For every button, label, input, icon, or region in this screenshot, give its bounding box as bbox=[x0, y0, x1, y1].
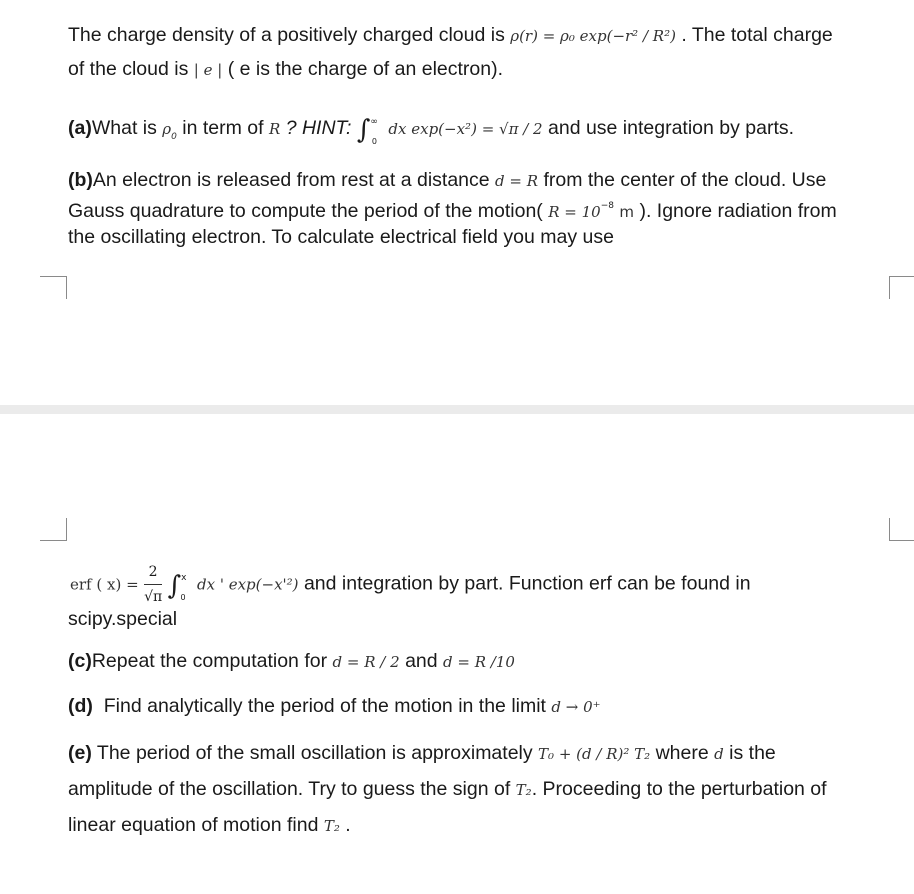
part-b-label: (b) bbox=[68, 169, 93, 191]
part-e-line1-text: The period of the small oscillation is approximately bbox=[96, 742, 533, 764]
erf-fraction bbox=[144, 560, 162, 609]
part-c-formula2: d = R /10 bbox=[443, 653, 515, 671]
part-e-line2-text: amplitude of the oscillation. Try to guess the sign of bbox=[68, 778, 511, 800]
part-e-line2-tail: . Proceeding to the perturbation of bbox=[531, 778, 827, 800]
part-e-line1-end: is the bbox=[729, 742, 776, 764]
part-a-hint: ? HINT: bbox=[285, 117, 352, 139]
part-b-line1: An electron is released from rest at a distance bbox=[92, 169, 490, 191]
page-corner-mark bbox=[889, 518, 914, 541]
part-e-where: where bbox=[655, 742, 709, 764]
p1-line2 bbox=[68, 57, 503, 82]
part-c-and: and bbox=[405, 650, 438, 672]
part-c bbox=[68, 649, 515, 674]
part-b-line2 bbox=[68, 199, 837, 227]
var-T2-final: T₂ bbox=[323, 817, 340, 835]
erf-left: erf ( x) = bbox=[70, 575, 139, 594]
erf-integrand: dx ' exp(−x'²) bbox=[197, 575, 299, 594]
period-formula: T₀ + (d / R)² T₂ bbox=[538, 745, 651, 763]
charge-e-formula: | e | bbox=[193, 61, 223, 79]
part-a bbox=[68, 114, 794, 144]
hint-formula: dx exp(−x²) = √π / 2 bbox=[388, 120, 543, 138]
part-b-line3 bbox=[68, 225, 614, 249]
part-d-text: Find analytically the period of the motion in the limit bbox=[103, 695, 546, 717]
erf-tail: and integration by part. Function erf can be found in bbox=[303, 572, 751, 595]
part-c-formula1: d = R / 2 bbox=[332, 653, 400, 671]
erf-integral-sign: ∫$^x_0$ bbox=[167, 570, 187, 602]
part-b-line2-head: Gauss quadrature to compute the period of the motion( bbox=[68, 200, 543, 222]
p1-tail: . The total charge bbox=[681, 24, 833, 46]
p1-line2-tail: ( e is the charge of an electron). bbox=[227, 58, 504, 80]
part-e-label: (e) bbox=[68, 742, 92, 764]
p1-line2-text: of the cloud is bbox=[68, 58, 189, 80]
part-a-label: (a) bbox=[68, 117, 92, 139]
var-d: d bbox=[714, 745, 724, 763]
p1-line1 bbox=[68, 23, 833, 48]
part-a-text4: and use integration by parts. bbox=[548, 117, 795, 139]
charge-density-formula: ρ(r) = ρ₀ exp(−r² / R²) bbox=[510, 27, 676, 45]
part-d-formula: d → 0⁺ bbox=[551, 698, 601, 716]
p1-text: The charge density of a positively charged cloud is bbox=[68, 24, 505, 46]
page-corner-mark bbox=[40, 276, 67, 299]
unit-m: m bbox=[619, 203, 635, 221]
part-e-line1 bbox=[68, 741, 776, 766]
scipy-line bbox=[68, 607, 177, 631]
d-eq-R-formula: d = R bbox=[495, 172, 539, 190]
part-d bbox=[68, 694, 601, 719]
rho0-symbol: $\rho_0$ bbox=[162, 120, 177, 142]
integral-sign: $\int^\infty_0$ bbox=[356, 115, 378, 146]
part-a-text2: in term of bbox=[182, 117, 264, 139]
part-e-line2 bbox=[68, 777, 827, 802]
part-a-text1: What is bbox=[91, 117, 157, 139]
part-b-line3-text: the oscillating electron. To calculate electrical field you may use bbox=[68, 226, 614, 248]
part-b-line1-tail: from the center of the cloud. Use bbox=[543, 169, 827, 191]
part-c-label: (c) bbox=[68, 650, 92, 672]
R-exponent: −8 bbox=[600, 201, 614, 211]
erf-frac-num: 2 bbox=[144, 560, 162, 585]
part-c-text: Repeat the computation for bbox=[91, 650, 328, 672]
part-b-line1 bbox=[68, 168, 826, 193]
part-d-label: (d) bbox=[68, 695, 93, 717]
scipy-module: scipy.special bbox=[68, 608, 178, 630]
erf-line bbox=[70, 560, 751, 609]
part-e-line3-tail: . bbox=[345, 814, 351, 836]
page-break bbox=[0, 405, 914, 414]
page-corner-mark bbox=[40, 518, 67, 541]
part-e-line3-text: linear equation of motion find bbox=[68, 814, 319, 836]
page-corner-mark bbox=[889, 276, 914, 299]
part-e-line3 bbox=[68, 813, 351, 838]
R-value: R = 10 bbox=[548, 203, 601, 221]
R-symbol: R bbox=[268, 120, 281, 138]
var-T2: T₂ bbox=[515, 781, 532, 799]
erf-frac-den: √π bbox=[144, 589, 163, 605]
part-b-line2-tail: ). Ignore radiation from bbox=[639, 200, 837, 222]
